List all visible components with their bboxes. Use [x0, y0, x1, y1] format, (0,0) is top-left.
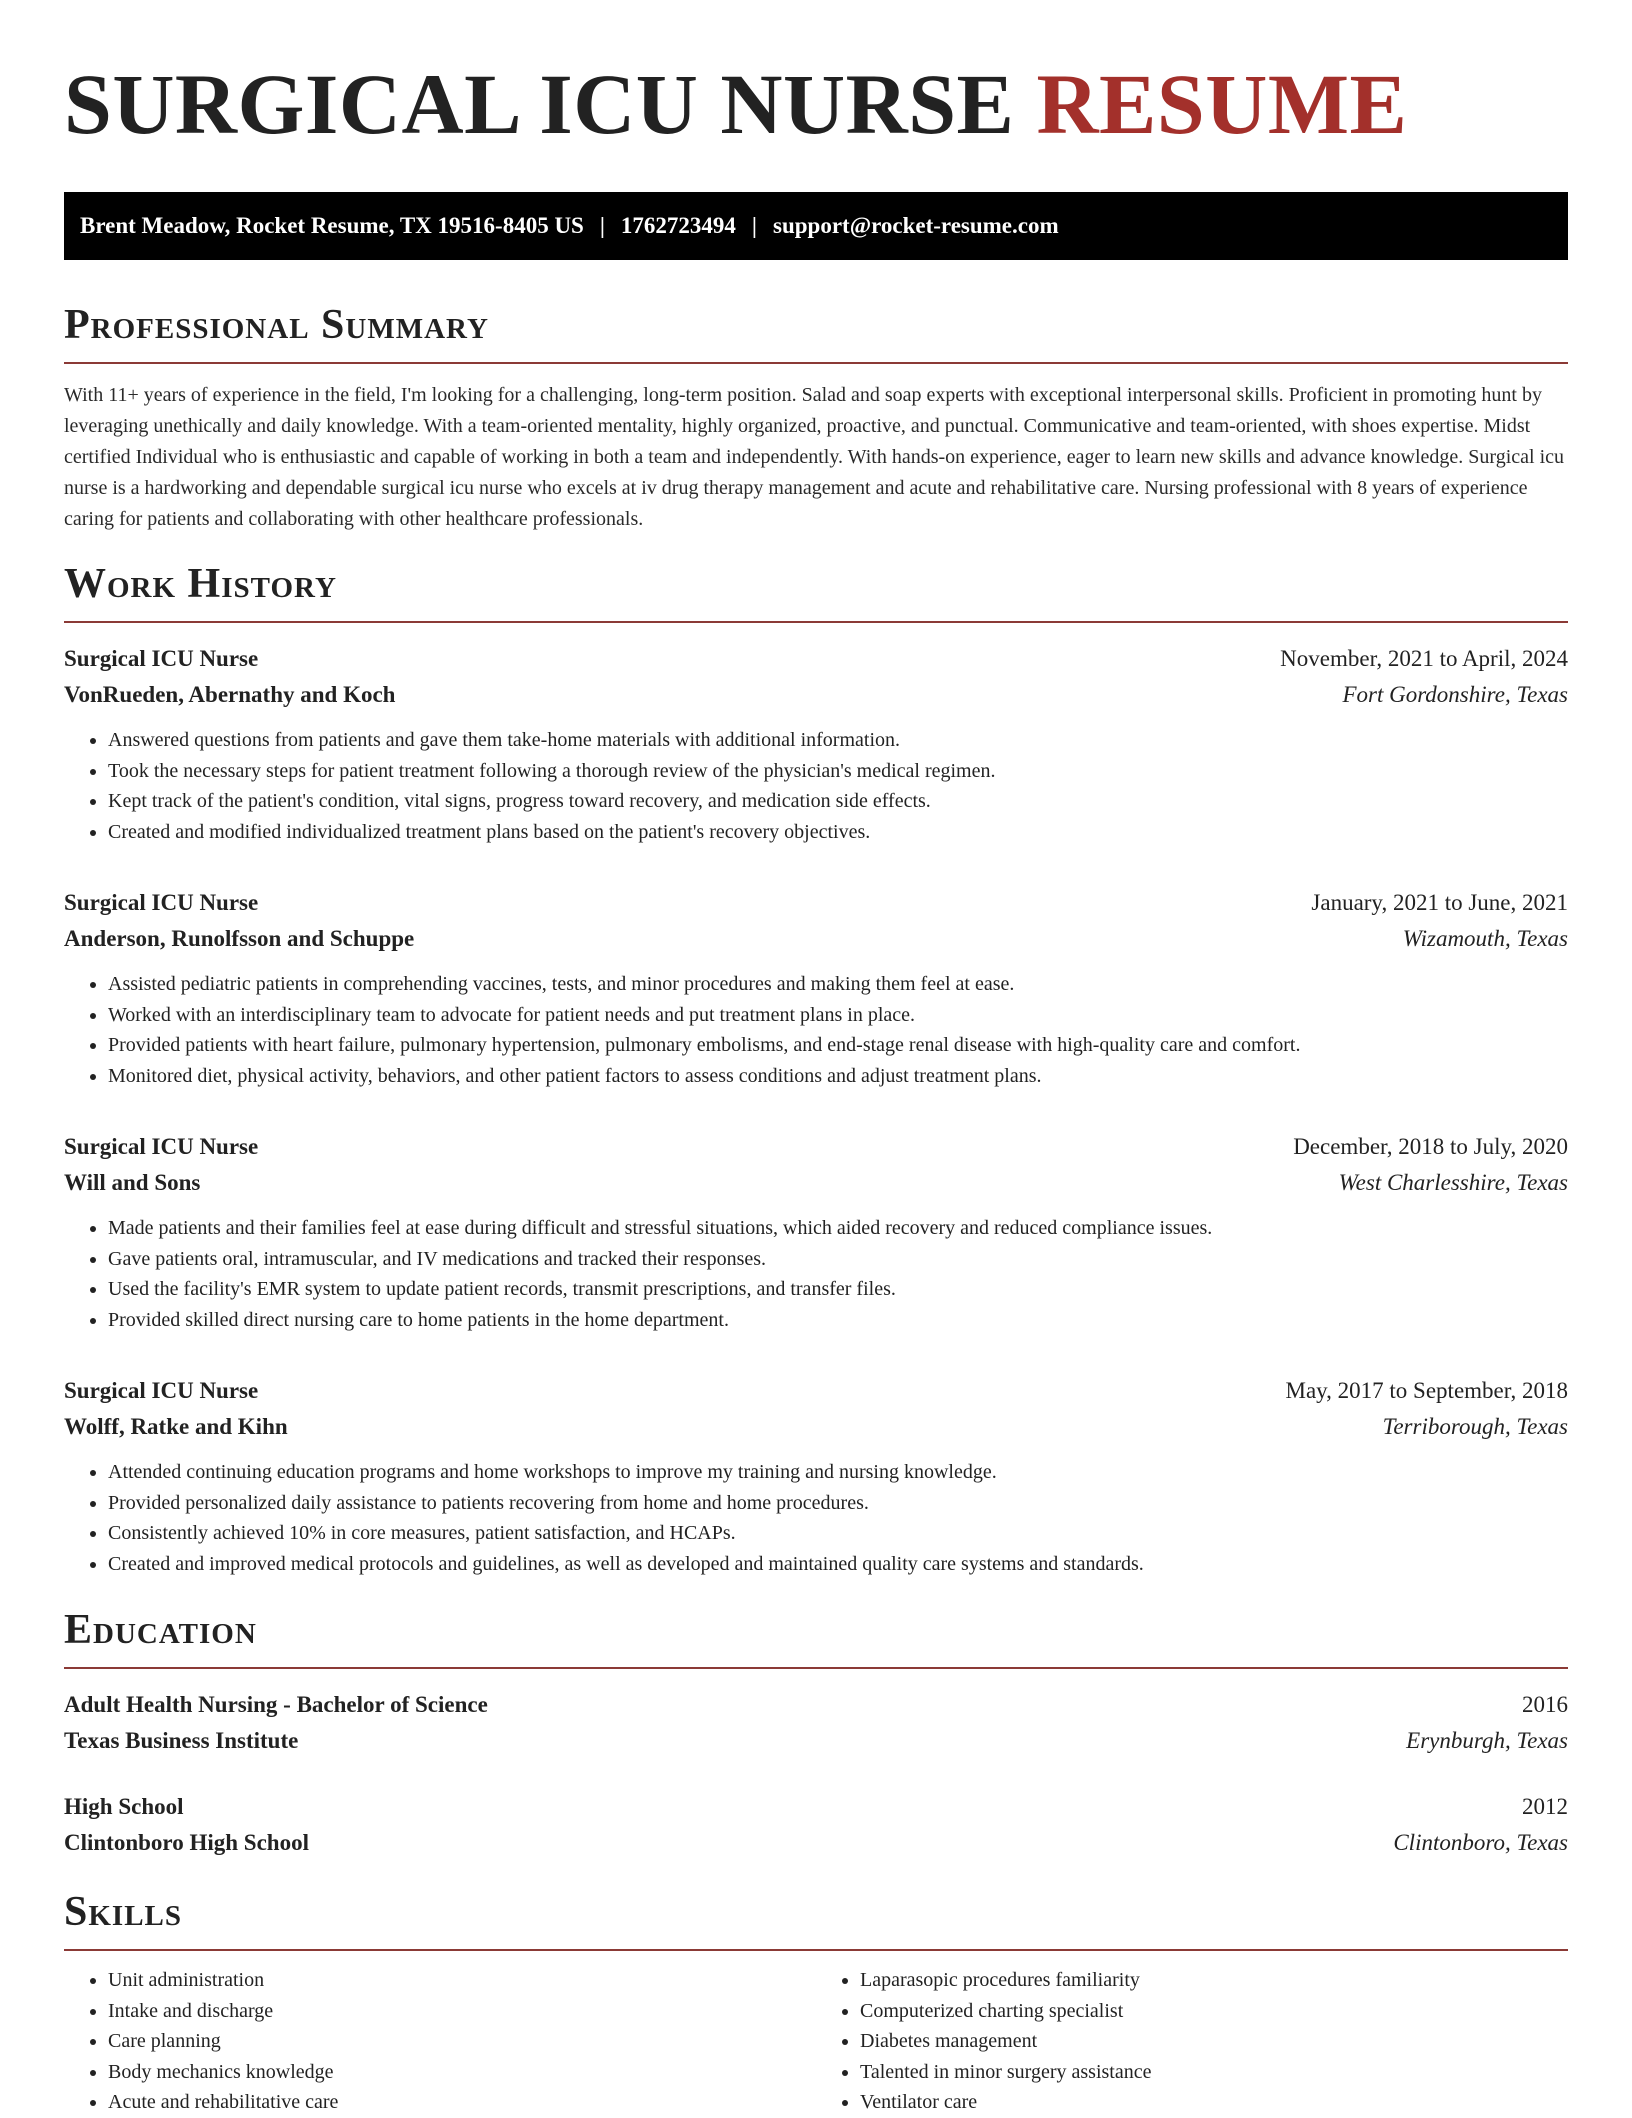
skill-item: • Acute and rehabilitative care	[108, 2087, 816, 2118]
job-duty-item: • Created and modified individualized treatment plans based on the patient's recovery objectives.	[108, 817, 1568, 848]
job-title: Surgical ICU Nurse	[64, 1378, 259, 1403]
education-degree: High School	[64, 1794, 184, 1819]
job-duty-item: • Consistently achieved 10% in core measures, patient satisfaction, and HCAPs.	[108, 1518, 1568, 1549]
job-entry	[64, 641, 1568, 847]
skill-item: • Body mechanics knowledge	[108, 2057, 816, 2088]
skills-list-right	[816, 1965, 1568, 2118]
education-year: 2016	[1522, 1692, 1568, 1717]
job-duties	[64, 725, 1568, 847]
contact-bar	[64, 192, 1568, 260]
contact-address: Brent Meadow, Rocket Resume, TX 19516-8405 US	[80, 213, 584, 238]
education-entry	[64, 1789, 1568, 1861]
job-entry	[64, 1129, 1568, 1335]
skill-item: • Unit administration	[108, 1965, 816, 1996]
job-entry	[64, 1373, 1568, 1579]
skill-item: • Intake and discharge	[108, 1996, 816, 2027]
skills-columns	[64, 1965, 1568, 2118]
job-duty-item: • Took the necessary steps for patient treatment following a thorough review of the physician's medical regimen.	[108, 756, 1568, 787]
skill-item: • Care planning	[108, 2026, 816, 2057]
education-location: Clintonboro, Texas	[1393, 1830, 1568, 1855]
summary-text: With 11+ years of experience in the field, I'm looking for a challenging, long-term position. Salad and soap experts with exceptional interpersonal skills. Proficient in promoting hunt by leveraging unethically and daily knowledge. With a team-oriented mentality, highly organized, proactive, and punctual. Communicative and team-oriented, with shoes expertise. Midst certified Individual who is enthusiastic and capable of working in both a team and independently. With hands-on experience, eager to learn new skills and advance knowledge. Surgical icu nurse is a hardworking and dependable surgical icu nurse who excels at iv drug therapy management and acute and rehabilitative care. Nursing professional with 8 years of experience caring for patients and collaborating with other healthcare professionals.	[64, 384, 1565, 530]
job-dates: December, 2018 to July, 2020	[1293, 1134, 1568, 1159]
job-duty-item: • Monitored diet, physical activity, behaviors, and other patient factors to assess conditions and adjust treatment plans.	[108, 1061, 1568, 1092]
job-entry	[64, 885, 1568, 1091]
job-duty-item: • Gave patients oral, intramuscular, and IV medications and tracked their responses.	[108, 1244, 1568, 1275]
skills-heading: Skills	[64, 1889, 183, 1935]
job-duty-item: • Provided skilled direct nursing care to home patients in the home department.	[108, 1305, 1568, 1336]
job-duty-item: • Used the facility's EMR system to update patient records, transmit prescriptions, and transfer files.	[108, 1274, 1568, 1305]
title-accent: RESUME	[1036, 56, 1408, 152]
job-duty-item: • Created and improved medical protocols and guidelines, as well as developed and maintained quality care systems and standards.	[108, 1549, 1568, 1580]
summary-heading: Professional Summary	[64, 302, 489, 348]
education-year: 2012	[1522, 1794, 1568, 1819]
job-dates: November, 2021 to April, 2024	[1280, 646, 1568, 671]
job-title: Surgical ICU Nurse	[64, 1134, 259, 1159]
skills-list-left	[64, 1965, 816, 2118]
job-company: Anderson, Runolfsson and Schuppe	[64, 926, 415, 951]
education-heading: Education	[64, 1607, 257, 1653]
skill-item: • Diabetes management	[860, 2026, 1568, 2057]
job-title: Surgical ICU Nurse	[64, 646, 259, 671]
skill-item: • Laparasopic procedures familiarity	[860, 1965, 1568, 1996]
contact-phone: 1762723494	[620, 213, 736, 238]
job-duty-item: • Attended continuing education programs and home workshops to improve my training and nursing knowledge.	[108, 1457, 1568, 1488]
job-duty-item: • Answered questions from patients and gave them take-home materials with additional information.	[108, 725, 1568, 756]
job-location: West Charlesshire, Texas	[1338, 1170, 1568, 1195]
job-dates: May, 2017 to September, 2018	[1285, 1378, 1568, 1403]
section-divider	[64, 1667, 1568, 1669]
section-divider	[64, 1949, 1568, 1951]
summary-section	[64, 300, 1568, 535]
education-school: Clintonboro High School	[64, 1830, 309, 1855]
job-duty-item: • Provided personalized daily assistance to patients recovering from home and home procedures.	[108, 1488, 1568, 1519]
work-history-section	[64, 559, 1568, 1579]
job-duties	[64, 1457, 1568, 1579]
job-duty-item: • Kept track of the patient's condition, vital signs, progress toward recovery, and medication side effects.	[108, 786, 1568, 817]
education-school: Texas Business Institute	[64, 1728, 299, 1753]
job-location: Fort Gordonshire, Texas	[1342, 682, 1568, 707]
job-company: VonRueden, Abernathy and Koch	[64, 682, 396, 707]
resume-title	[64, 0, 1568, 154]
education-location: Erynburgh, Texas	[1406, 1728, 1568, 1753]
job-location: Wizamouth, Texas	[1402, 926, 1568, 951]
job-title: Surgical ICU Nurse	[64, 890, 259, 915]
section-divider	[64, 362, 1568, 364]
skill-item: • Ventilator care	[860, 2087, 1568, 2118]
skill-item: • Talented in minor surgery assistance	[860, 2057, 1568, 2088]
education-degree: Adult Health Nursing - Bachelor of Science	[64, 1692, 488, 1717]
job-duty-item: • Made patients and their families feel at ease during difficult and stressful situations, which aided recovery and reduced compliance issues.	[108, 1213, 1568, 1244]
job-location: Terriborough, Texas	[1382, 1414, 1568, 1439]
title-main: SURGICAL ICU NURSE	[64, 56, 1015, 152]
contact-separator: |	[751, 213, 757, 238]
job-duty-item: • Worked with an interdisciplinary team to advocate for patient needs and put treatment plans in place.	[108, 1000, 1568, 1031]
skills-section	[64, 1887, 1568, 2118]
education-section	[64, 1605, 1568, 1861]
skill-item: • Computerized charting specialist	[860, 1996, 1568, 2027]
work-history-heading: Work History	[64, 561, 337, 607]
contact-email: support@rocket-resume.com	[773, 213, 1059, 238]
contact-separator: |	[599, 213, 605, 238]
job-company: Wolff, Ratke and Kihn	[64, 1414, 288, 1439]
job-duty-item: • Provided patients with heart failure, pulmonary hypertension, pulmonary embolisms, and end-stage renal disease with high-quality care and comfort.	[108, 1030, 1568, 1061]
job-duties	[64, 1213, 1568, 1335]
job-duties	[64, 969, 1568, 1091]
job-duty-item: • Assisted pediatric patients in comprehending vaccines, tests, and minor procedures and making them feel at ease.	[108, 969, 1568, 1000]
job-company: Will and Sons	[64, 1170, 201, 1195]
section-divider	[64, 621, 1568, 623]
job-dates: January, 2021 to June, 2021	[1311, 890, 1568, 915]
education-entry	[64, 1687, 1568, 1759]
